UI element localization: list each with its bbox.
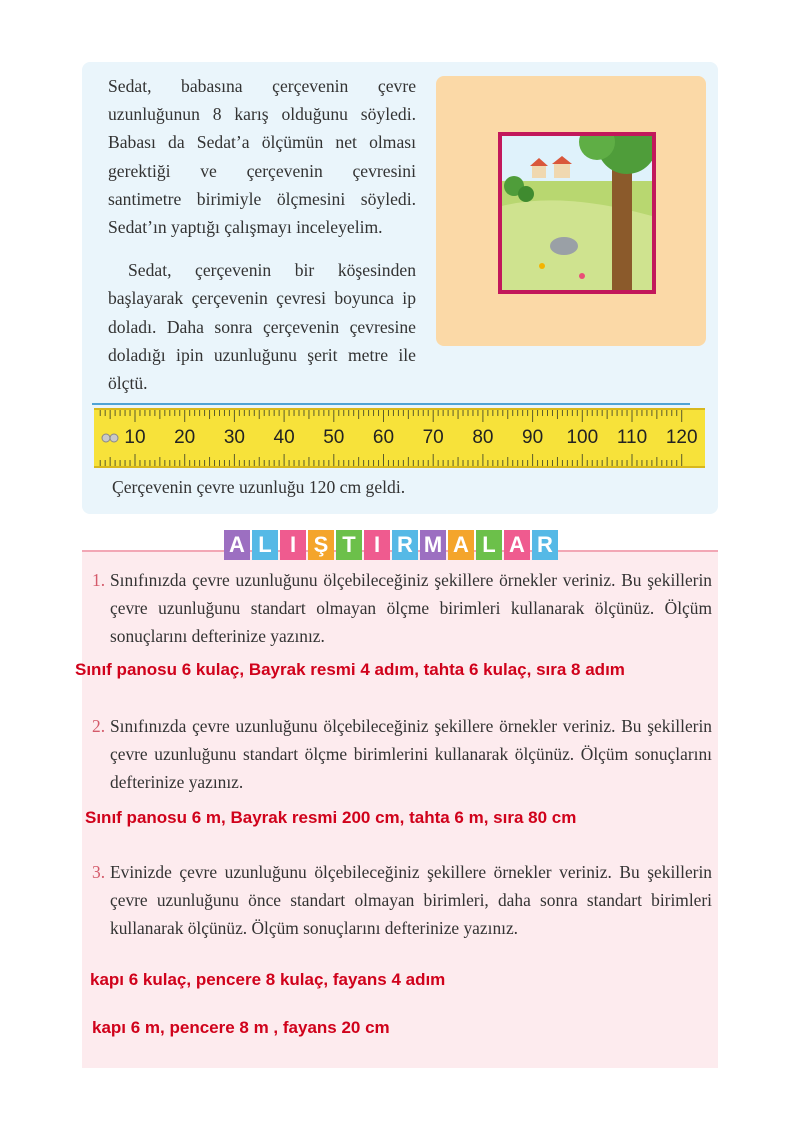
- tape-rivet: [110, 434, 118, 442]
- title-letter: I: [280, 530, 306, 560]
- tape-label: 120: [665, 427, 698, 448]
- tape-label: 100: [566, 427, 599, 448]
- exercise-3: [92, 858, 712, 942]
- answer-1: Sınıf panosu 6 kulaç, Bayrak resmi 4 adım, tahta 6 kulaç, sıra 8 adım: [75, 660, 625, 679]
- title-letter: R: [392, 530, 418, 560]
- story-text: [108, 72, 416, 397]
- title-letter: L: [252, 530, 278, 560]
- title-letter: A: [504, 530, 530, 560]
- exercise-text: Sınıfınızda çevre uzunluğunu ölçebileceğiniz şekillere örnekler veriniz. Bu şekillerin çevre uzunluğunu standart ölçme birimlerini kullanarak ölçünüz. Ölçüm sonuçlarını defterinize yazınız.: [110, 716, 712, 792]
- title-letter: L: [476, 530, 502, 560]
- tape-label: 20: [174, 427, 196, 448]
- tape-rivet: [102, 434, 110, 442]
- tape-label: 70: [422, 427, 444, 448]
- tape-label: 10: [124, 427, 146, 448]
- title-letter: T: [336, 530, 362, 560]
- tape-label: 40: [273, 427, 295, 448]
- tape-label: 30: [223, 427, 245, 448]
- exercise-2: [92, 712, 712, 796]
- tape-label: 50: [323, 427, 345, 448]
- story-paragraph-2: Sedat, çerçevenin bir köşesinden başlayarak çerçevenin çevresi boyunca ip doladı. Daha sonra çerçevenin çevresine doladığı ipin uzunluğunu şerit metre ile ölçtü.: [108, 260, 416, 394]
- title-letter: M: [420, 530, 446, 560]
- string-line: [92, 403, 690, 405]
- exercise-text: Evinizde çevre uzunluğunu ölçebileceğiniz şekillere örnekler veriniz. Bu şekillerin çevre uzunluğunu önce standart olmayan birimleri, daha sonra standart birimleri kullanarak ölçünüz. Ölçüm sonuçlarını defterinize yazınız.: [110, 862, 712, 938]
- result-text: Çerçevenin çevre uzunluğu 120 cm geldi.: [112, 477, 406, 497]
- exercise-number: 2.: [92, 716, 106, 736]
- title-letter: A: [448, 530, 474, 560]
- tape-label: 60: [372, 427, 395, 448]
- title-letter: I: [364, 530, 390, 560]
- title-letter: R: [532, 530, 558, 560]
- answer-3a: kapı 6 kulaç, pencere 8 kulaç, fayans 4 adım: [90, 970, 446, 989]
- tape-measure: [94, 408, 705, 468]
- tape-label: 80: [472, 427, 494, 448]
- exercise-number: 1.: [92, 570, 106, 590]
- tape-label: 110: [616, 427, 648, 448]
- exercises-title: [224, 530, 558, 560]
- answer-3b: kapı 6 m, pencere 8 m , fayans 20 cm: [92, 1018, 390, 1037]
- picture-box: [436, 76, 706, 346]
- title-letter: Ş: [308, 530, 334, 560]
- exercise-1: [92, 566, 712, 650]
- tape-label: 90: [522, 427, 544, 448]
- title-letter: A: [224, 530, 250, 560]
- exercise-number: 3.: [92, 862, 106, 882]
- story-paragraph-1: Sedat, babasına çerçevenin çevre uzunluğunun 8 karış olduğunu söyledi. Babası da Sedat’a ölçümün net olması gerektiği ve çerçevenin çevresini santimetre birimiyle ölçmesini söyledi. Sedat’ın yaptığı çalışmayı inceleyelim.: [108, 76, 416, 238]
- answer-2: Sınıf panosu 6 m, Bayrak resmi 200 cm, tahta 6 m, sıra 80 cm: [85, 808, 577, 827]
- exercise-text: Sınıfınızda çevre uzunluğunu ölçebileceğiniz şekillere örnekler veriniz. Bu şekillerin çevre uzunluğunu standart olmayan ölçme birimleri kullanarak ölçünüz. Ölçüm sonuçlarını defterinize yazınız.: [110, 570, 712, 646]
- framed-landscape-picture: [498, 132, 656, 294]
